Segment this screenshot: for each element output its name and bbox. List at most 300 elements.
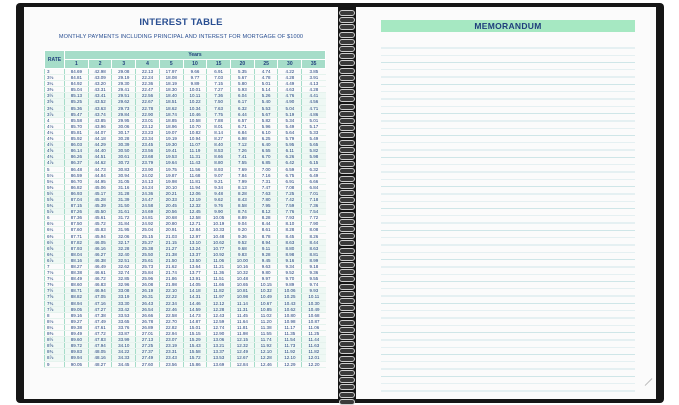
payment-cell: 8.53	[207, 148, 231, 154]
payment-cell: 43.63	[88, 105, 112, 111]
payment-cell: 46.05	[88, 239, 112, 245]
payment-cell: 87.36	[65, 215, 89, 221]
payment-cell: 23.23	[136, 129, 160, 135]
payment-cell: 30.72	[112, 160, 136, 166]
payment-cell: 10.87	[302, 318, 326, 324]
payment-cell: 20.91	[159, 227, 183, 233]
payment-cell: 8.58	[231, 203, 255, 209]
payment-cell: 84.92	[65, 81, 89, 87]
payment-cell: 31.61	[112, 209, 136, 215]
payment-cell: 12.32	[231, 343, 255, 349]
payment-cell: 5.82	[302, 148, 326, 154]
payment-cell: 10.46	[183, 111, 207, 117]
payment-cell: 32.17	[112, 239, 136, 245]
payment-cell: 9.20	[231, 227, 255, 233]
payment-cell: 29.19	[112, 75, 136, 81]
payment-cell: 32.06	[112, 233, 136, 239]
payment-cell: 7.75	[207, 111, 231, 117]
payment-cell: 12.84	[183, 227, 207, 233]
payment-cell: 4.63	[278, 87, 302, 93]
payment-cell: 9.21	[207, 178, 231, 184]
payment-cell: 27.01	[136, 331, 160, 337]
payment-cell: 11.35	[278, 331, 302, 337]
payment-cell: 7.88	[207, 117, 231, 123]
payment-cell: 8.99	[302, 257, 326, 263]
payment-cell: 10.48	[231, 276, 255, 282]
payment-cell: 23.07	[159, 337, 183, 343]
payment-cell: 25.27	[136, 239, 160, 245]
payment-cell: 20.45	[159, 203, 183, 209]
payment-cell: 5.65	[302, 142, 326, 148]
spiral-ring	[339, 384, 355, 390]
payment-cell: 6.57	[231, 117, 255, 123]
payment-cell: 26.89	[136, 324, 160, 330]
payment-cell: 24.24	[136, 184, 160, 190]
year-header-cell: 30	[278, 60, 302, 69]
payment-cell: 11.82	[302, 349, 326, 355]
payment-cell: 15.01	[183, 324, 207, 330]
payment-cell: 7.50	[207, 99, 231, 105]
payment-cell: 12.59	[207, 318, 231, 324]
payment-cell: 29.08	[112, 69, 136, 75]
rate-cell: 6½	[45, 239, 65, 245]
spiral-ring	[339, 348, 355, 354]
table-row	[45, 361, 326, 367]
payment-cell: 31.16	[112, 184, 136, 190]
payment-cell: 24.81	[136, 215, 160, 221]
spiral-ring	[339, 226, 355, 232]
payment-cell: 8.63	[278, 239, 302, 245]
payment-cell: 88.82	[65, 294, 89, 300]
payment-cell: 86.93	[65, 190, 89, 196]
payment-cell: 8.26	[302, 233, 326, 239]
payment-cell: 10.49	[254, 294, 278, 300]
years-header: Years	[65, 51, 326, 60]
payment-cell: 89.49	[65, 331, 89, 337]
payment-cell: 25.61	[136, 257, 160, 263]
payment-cell: 10.32	[231, 270, 255, 276]
payment-cell: 48.16	[88, 355, 112, 361]
payment-cell: 9.18	[302, 264, 326, 270]
payment-cell: 12.19	[183, 196, 207, 202]
payment-cell: 10.32	[254, 288, 278, 294]
rate-cell: 5½	[45, 190, 65, 196]
payment-cell: 10.82	[183, 129, 207, 135]
payment-cell: 10.01	[183, 87, 207, 93]
payment-cell: 9.48	[207, 190, 231, 196]
payment-cell: 24.02	[136, 172, 160, 178]
payment-cell: 8.13	[231, 184, 255, 190]
spiral-ring	[339, 320, 355, 326]
rate-cell: 7⅜	[45, 282, 65, 288]
payment-cell: 13.64	[183, 264, 207, 270]
payment-cell: 46.27	[88, 251, 112, 257]
payment-cell: 11.36	[207, 270, 231, 276]
payment-cell: 24.92	[136, 221, 160, 227]
payment-cell: 12.28	[254, 355, 278, 361]
payment-cell: 86.59	[65, 172, 89, 178]
payment-cell: 43.09	[88, 75, 112, 81]
payment-cell: 20.33	[159, 196, 183, 202]
payment-cell: 44.07	[88, 129, 112, 135]
payment-cell: 14.05	[183, 282, 207, 288]
payment-cell: 18.62	[159, 105, 183, 111]
payment-cell: 8.45	[278, 233, 302, 239]
payment-cell: 14.59	[183, 306, 207, 312]
payment-cell: 6.32	[302, 166, 326, 172]
payment-cell: 24.69	[136, 209, 160, 215]
payment-cell: 7.84	[231, 172, 255, 178]
payment-cell: 11.44	[302, 337, 326, 343]
spiral-ring	[339, 341, 355, 347]
payment-cell: 22.90	[136, 111, 160, 117]
payment-cell: 44.18	[88, 136, 112, 142]
payment-cell: 33.08	[112, 288, 136, 294]
payment-cell: 33.30	[112, 300, 136, 306]
payment-cell: 88.60	[65, 282, 89, 288]
payment-cell: 5.34	[278, 117, 302, 123]
payment-cell: 22.46	[159, 306, 183, 312]
payment-cell: 33.19	[112, 294, 136, 300]
payment-cell: 10.25	[278, 294, 302, 300]
payment-cell: 5.40	[254, 99, 278, 105]
spiral-ring	[339, 154, 355, 160]
payment-cell: 22.78	[136, 105, 160, 111]
payment-cell: 11.92	[254, 343, 278, 349]
payment-cell: 9.83	[231, 251, 255, 257]
payment-cell: 24.36	[136, 190, 160, 196]
spiral-ring	[339, 305, 355, 311]
payment-cell: 27.60	[136, 361, 160, 367]
payment-cell: 12.06	[183, 190, 207, 196]
payment-cell: 7.15	[207, 81, 231, 87]
payment-cell: 9.04	[231, 221, 255, 227]
payment-cell: 23.12	[136, 123, 160, 129]
payment-cell: 22.56	[136, 93, 160, 99]
year-header-cell: 4	[136, 60, 160, 69]
spiral-ring	[339, 46, 355, 52]
payment-cell: 10.80	[278, 312, 302, 318]
payment-cell: 11.43	[183, 160, 207, 166]
payment-cell: 8.80	[207, 160, 231, 166]
payment-cell: 5.35	[231, 69, 255, 75]
payment-cell: 26.78	[136, 318, 160, 324]
payment-cell: 5.64	[278, 129, 302, 135]
payment-cell: 4.22	[278, 69, 302, 75]
payment-cell: 9.76	[207, 203, 231, 209]
payment-cell: 32.51	[112, 257, 136, 263]
rate-cell: 6⅜	[45, 233, 65, 239]
payment-cell: 88.16	[65, 257, 89, 263]
payment-cell: 9.16	[278, 257, 302, 263]
spiral-ring	[339, 370, 355, 376]
spiral-ring	[339, 60, 355, 66]
payment-cell: 10.67	[254, 300, 278, 306]
payment-cell: 12.97	[183, 233, 207, 239]
payment-cell: 8.80	[278, 245, 302, 251]
payment-cell: 21.15	[159, 239, 183, 245]
payment-cell: 6.04	[231, 93, 255, 99]
payment-cell: 10.98	[278, 318, 302, 324]
payment-cell: 21.50	[159, 257, 183, 263]
spiral-ring	[339, 363, 355, 369]
payment-cell: 10.00	[231, 257, 255, 263]
payment-cell: 88.49	[65, 276, 89, 282]
payment-cell: 8.27	[207, 136, 231, 142]
payment-cell: 25.04	[136, 227, 160, 233]
payment-cell: 26.19	[136, 288, 160, 294]
payment-cell: 6.26	[278, 154, 302, 160]
payment-cell: 6.91	[207, 69, 231, 75]
payment-cell: 11.21	[207, 264, 231, 270]
spiral-ring	[339, 248, 355, 254]
payment-cell: 6.15	[302, 160, 326, 166]
payment-cell: 10.16	[231, 264, 255, 270]
payment-cell: 86.14	[65, 148, 89, 154]
rate-cell: 3⅞	[45, 111, 65, 117]
rate-cell: 6¼	[45, 227, 65, 233]
payment-cell: 84.81	[65, 75, 89, 81]
payment-cell: 89.05	[65, 306, 89, 312]
rate-cell: 3⅜	[45, 87, 65, 93]
payment-cell: 45.72	[88, 221, 112, 227]
payment-cell: 32.96	[112, 282, 136, 288]
payment-cell: 32.74	[112, 270, 136, 276]
payment-cell: 10.92	[207, 251, 231, 257]
payment-cell: 4.86	[302, 111, 326, 117]
rate-cell: 3¼	[45, 81, 65, 87]
spiral-ring	[339, 96, 355, 102]
payment-cell: 87.82	[65, 239, 89, 245]
payment-cell: 8.74	[231, 209, 255, 215]
payment-cell: 18.19	[159, 81, 183, 87]
payment-cell: 88.38	[65, 270, 89, 276]
payment-cell: 9.90	[207, 209, 231, 215]
payment-cell: 7.47	[254, 184, 278, 190]
payment-cell: 6.17	[231, 99, 255, 105]
payment-cell: 19.64	[159, 160, 183, 166]
payment-cell: 5.14	[254, 87, 278, 93]
payment-cell: 22.58	[159, 312, 183, 318]
spiral-ring	[339, 204, 355, 210]
payment-cell: 8.78	[254, 233, 278, 239]
payment-cell: 89.60	[65, 337, 89, 343]
payment-cell: 12.90	[207, 331, 231, 337]
payment-cell: 87.71	[65, 233, 89, 239]
spiral-ring	[339, 75, 355, 81]
payment-cell: 7.41	[231, 154, 255, 160]
payment-cell: 12.74	[207, 324, 231, 330]
payment-cell: 8.14	[207, 129, 231, 135]
payment-cell: 87.15	[65, 203, 89, 209]
spiral-ring	[339, 82, 355, 88]
payment-cell: 19.75	[159, 166, 183, 172]
payment-cell: 18.96	[159, 123, 183, 129]
payment-cell: 45.61	[88, 215, 112, 221]
payment-cell: 20.21	[159, 190, 183, 196]
payment-cell: 89.83	[65, 349, 89, 355]
payment-cell: 6.75	[278, 172, 302, 178]
payment-cell: 47.94	[88, 343, 112, 349]
payment-cell: 9.89	[183, 81, 207, 87]
planner	[16, 3, 664, 403]
spiral-ring	[339, 276, 355, 282]
payment-cell: 5.17	[302, 123, 326, 129]
payment-cell: 21.62	[159, 264, 183, 270]
payment-cell: 12.67	[231, 355, 255, 361]
rate-cell: 6⅝	[45, 245, 65, 251]
payment-cell: 6.42	[278, 160, 302, 166]
payment-cell: 85.13	[65, 93, 89, 99]
payment-cell: 23.45	[136, 142, 160, 148]
payment-cell: 19.98	[159, 178, 183, 184]
spiral-ring	[339, 219, 355, 225]
payment-cell: 10.11	[183, 93, 207, 99]
spiral-ring	[339, 291, 355, 297]
payment-cell: 9.93	[302, 288, 326, 294]
payment-cell: 10.15	[254, 282, 278, 288]
payment-cell: 89.27	[65, 318, 89, 324]
payment-cell: 8.40	[207, 142, 231, 148]
page-title: INTEREST TABLE	[139, 17, 223, 28]
payment-cell: 45.50	[88, 209, 112, 215]
spiral-binding	[338, 3, 356, 403]
payment-cell: 12.10	[254, 349, 278, 355]
payment-cell: 4.71	[302, 105, 326, 111]
payment-cell: 22.70	[159, 318, 183, 324]
payment-cell: 47.72	[88, 331, 112, 337]
spiral-ring	[339, 377, 355, 383]
rate-cell: 6¾	[45, 251, 65, 257]
payment-cell: 29.41	[112, 87, 136, 93]
payment-cell: 87.26	[65, 209, 89, 215]
payment-cell: 13.77	[183, 270, 207, 276]
payment-cell: 9.68	[231, 245, 255, 251]
rate-cell: 5⅝	[45, 196, 65, 202]
payment-cell: 88.27	[65, 264, 89, 270]
payment-cell: 89.16	[65, 312, 89, 318]
payment-cell: 22.82	[159, 324, 183, 330]
payment-cell: 45.83	[88, 227, 112, 233]
payment-cell: 29.62	[112, 99, 136, 105]
payment-cell: 6.11	[278, 148, 302, 154]
payment-cell: 11.63	[302, 343, 326, 349]
payment-cell: 5.19	[278, 111, 302, 117]
payment-cell: 12.43	[207, 312, 231, 318]
payment-cell: 11.66	[207, 282, 231, 288]
payment-cell: 30.94	[112, 172, 136, 178]
payment-cell: 9.52	[278, 270, 302, 276]
payment-cell: 43.20	[88, 81, 112, 87]
payment-cell: 11.56	[183, 166, 207, 172]
payment-cell: 7.69	[231, 166, 255, 172]
payment-cell: 23.43	[159, 355, 183, 361]
payment-cell: 33.53	[112, 312, 136, 318]
payment-cell: 10.30	[302, 300, 326, 306]
spiral-ring	[339, 53, 355, 59]
payment-cell: 22.10	[159, 288, 183, 294]
payment-cell: 5.01	[254, 81, 278, 87]
payment-cell: 12.28	[207, 306, 231, 312]
payment-cell: 7.36	[207, 93, 231, 99]
rate-cell: 4½	[45, 142, 65, 148]
payment-cell: 8.44	[254, 221, 278, 227]
payment-cell: 14.73	[183, 312, 207, 318]
payment-cell: 11.97	[207, 294, 231, 300]
payment-cell: 30.61	[112, 154, 136, 160]
payment-cell: 5.01	[302, 117, 326, 123]
payment-cell: 8.89	[231, 215, 255, 221]
payment-cell: 10.34	[183, 105, 207, 111]
payment-cell: 7.99	[231, 178, 255, 184]
payment-cell: 11.82	[207, 288, 231, 294]
payment-cell: 11.68	[183, 172, 207, 178]
payment-cell: 48.05	[88, 349, 112, 355]
spiral-ring	[339, 284, 355, 290]
payment-cell: 10.68	[302, 312, 326, 318]
payment-cell: 4.13	[302, 81, 326, 87]
payment-cell: 9.74	[302, 282, 326, 288]
payment-cell: 9.45	[254, 257, 278, 263]
payment-cell: 13.37	[207, 349, 231, 355]
payment-cell: 86.48	[65, 166, 89, 172]
payment-cell: 6.10	[254, 129, 278, 135]
payment-cell: 85.25	[65, 99, 89, 105]
rate-header: RATE	[45, 51, 65, 69]
payment-cell: 10.48	[207, 233, 231, 239]
payment-cell: 33.65	[112, 318, 136, 324]
payment-cell: 34.33	[112, 355, 136, 361]
payment-cell: 18.40	[159, 93, 183, 99]
payment-cell: 12.49	[231, 349, 255, 355]
payment-cell: 6.70	[254, 154, 278, 160]
payment-cell: 21.86	[159, 276, 183, 282]
payment-cell: 6.66	[302, 178, 326, 184]
payment-cell: 46.94	[88, 288, 112, 294]
payment-cell: 18.74	[159, 111, 183, 117]
payment-cell: 4.28	[278, 75, 302, 81]
spiral-ring	[339, 327, 355, 333]
payment-cell: 26.66	[136, 312, 160, 318]
payment-cell: 85.70	[65, 123, 89, 129]
rate-cell: 7½	[45, 288, 65, 294]
payment-cell: 25.96	[136, 276, 160, 282]
payment-cell: 19.07	[159, 129, 183, 135]
payment-cell: 34.22	[112, 349, 136, 355]
payment-cell: 11.73	[278, 343, 302, 349]
payment-cell: 8.08	[302, 227, 326, 233]
payment-cell: 20.56	[159, 209, 183, 215]
payment-cell: 5.67	[254, 111, 278, 117]
table-body	[45, 69, 326, 368]
payment-cell: 13.91	[183, 276, 207, 282]
payment-cell: 22.94	[159, 331, 183, 337]
year-header-cell: 15	[207, 60, 231, 69]
payment-cell: 7.72	[302, 215, 326, 221]
payment-cell: 85.81	[65, 129, 89, 135]
payment-cell: 14.46	[183, 300, 207, 306]
payment-cell: 43.96	[88, 123, 112, 129]
payment-cell: 45.17	[88, 190, 112, 196]
payment-cell: 17.97	[159, 69, 183, 75]
payment-cell: 11.64	[231, 318, 255, 324]
spiral-ring	[339, 312, 355, 318]
payment-cell: 9.55	[302, 276, 326, 282]
payment-cell: 6.59	[278, 166, 302, 172]
payment-cell: 7.93	[278, 215, 302, 221]
payment-cell: 45.28	[88, 196, 112, 202]
payment-cell: 10.19	[207, 221, 231, 227]
